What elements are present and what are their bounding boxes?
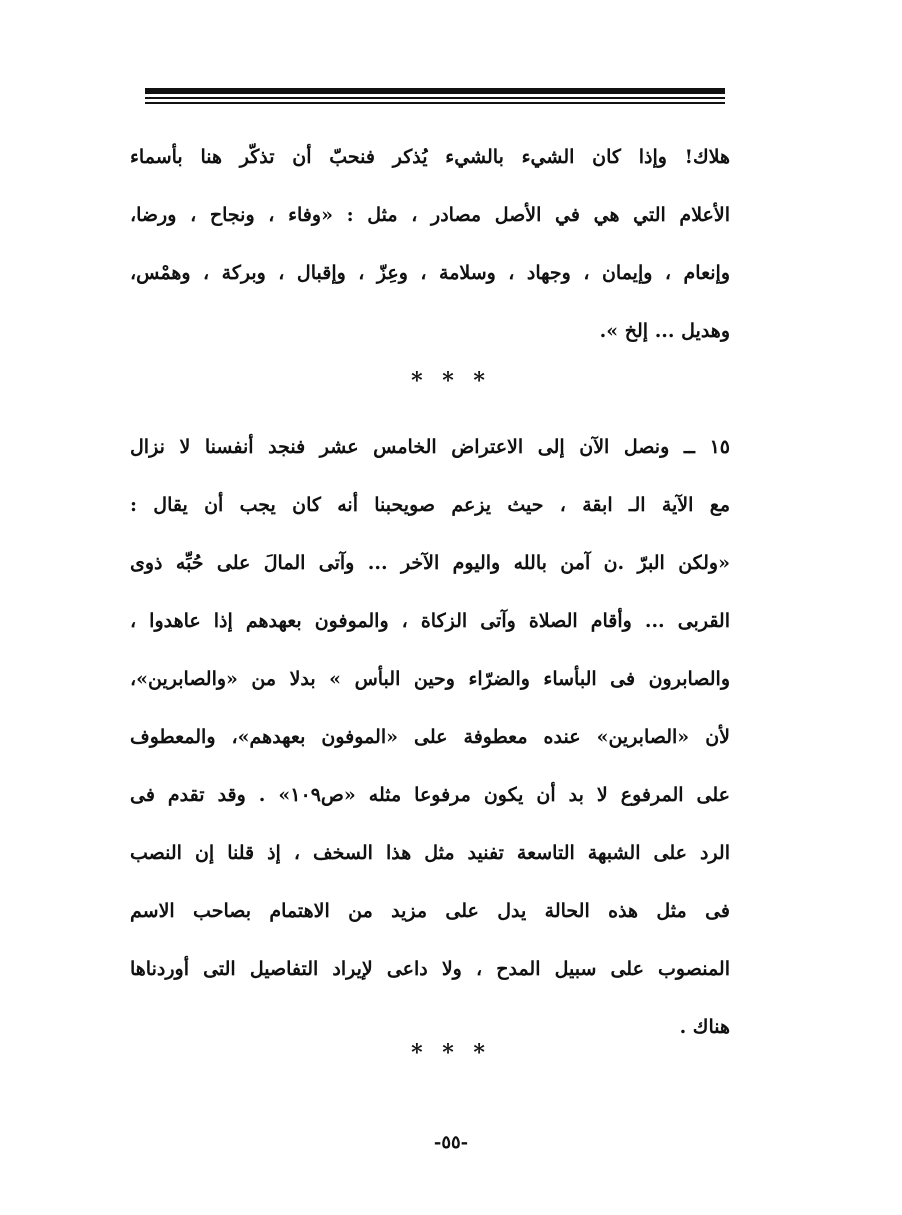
paragraph-line: «ولكن البرّ .ن آمن بالله واليوم الآخر ... وآتى المالَ على حُبِّه ذوى [130, 552, 730, 574]
paragraph-line: القربى ... وأقام الصلاة وآتى الزكاة ، والموفون بعهدهم إذا عاهدوا ، [130, 610, 730, 632]
paragraph-line: الأعلام التي هي في الأصل مصادر ، مثل : «وفاء ، ونجاح ، ورضا، [130, 204, 730, 226]
paragraph-line: المنصوب على سبيل المدح ، ولا داعى لإيراد التفاصيل التى أوردناها [130, 958, 730, 980]
paragraph-line: على المرفوع لا بد أن يكون مرفوعا مثله «ص١٠٩» . وقد تقدم فى [130, 784, 730, 806]
paragraph-line: ١٥ ــ ونصل الآن إلى الاعتراض الخامس عشر فنجد أنفسنا لا نزال [130, 436, 730, 458]
paragraph-line: مع الآية الـ ابقة ، حيث يزعم صويحبنا أنه كان يجب أن يقال : [130, 494, 730, 516]
section-separator: * * * [411, 1040, 491, 1066]
header-rule [145, 88, 725, 104]
paragraph-line: وإنعام ، وإيمان ، وجهاد ، وسلامة ، وعِزّ ، وإقبال ، وبركة ، وهمْس، [130, 262, 730, 284]
header-rule-thin-2 [145, 102, 725, 104]
paragraph-line: وهديل ... إلخ ». [599, 320, 730, 342]
page-number: -٥٥- [433, 1132, 469, 1153]
paragraph-1 [130, 128, 730, 360]
paragraph-line: فى مثل هذه الحالة يدل على مزيد من الاهتمام بصاحب الاسم [130, 900, 730, 922]
paragraph-line: هلاك! وإذا كان الشيء بالشيء يُذكر فنحبّ أن تذكّر هنا بأسماء [130, 146, 730, 168]
paragraph-line: والصابرون فى البأساء والضرّاء وحين البأس » بدلا من «والصابرين»، [130, 668, 730, 690]
paragraph-2 [130, 418, 730, 1056]
section-separator: * * * [411, 368, 491, 394]
paragraph-line: الرد على الشبهة التاسعة تفنيد مثل هذا السخف ، إذ قلنا إن النصب [130, 842, 730, 864]
paragraph-line: لأن «الصابرين» عنده معطوفة على «الموفون بعهدهم»، والمعطوف [130, 726, 730, 748]
paragraph-line: هناك . [679, 1016, 730, 1038]
